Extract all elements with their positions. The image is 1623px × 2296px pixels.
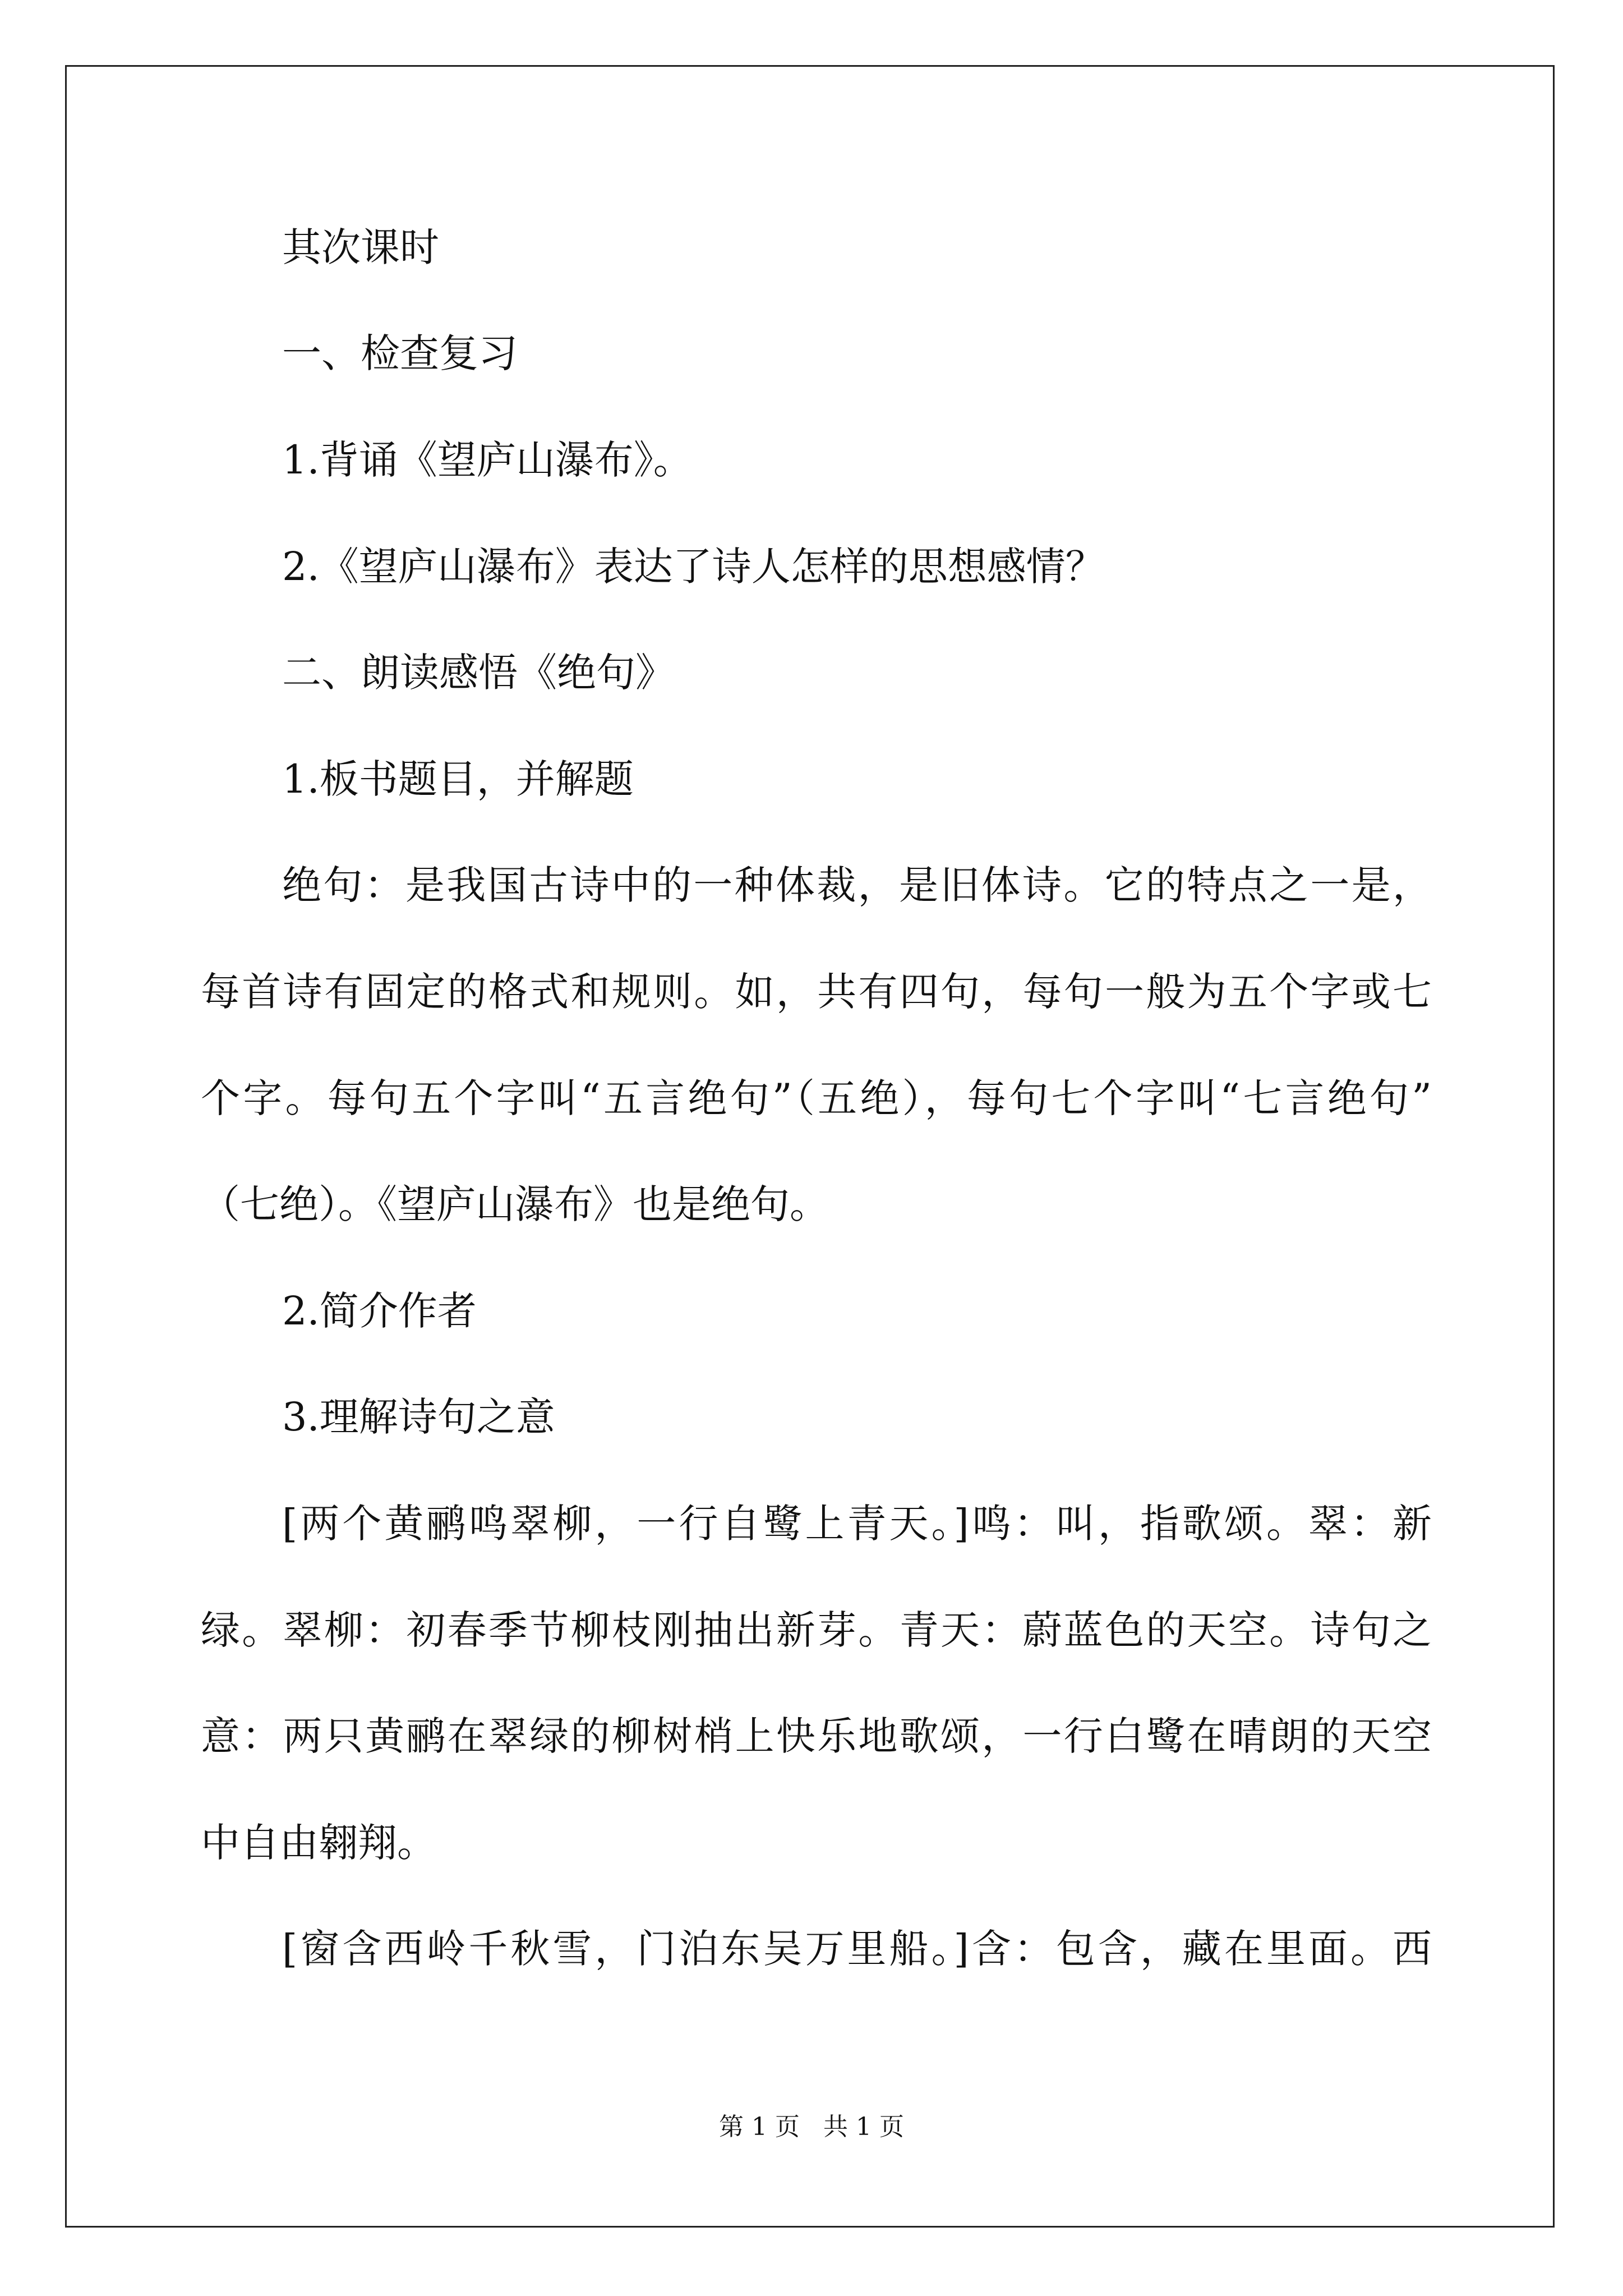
paragraph-line: [窗含西岭千秋雪，门泊东吴万里船。]含：包含，藏在里面。西: [282, 1926, 1432, 1972]
page-number: 第 1 页 共 1 页: [719, 2113, 904, 2141]
paragraph-line: 意：两只黄鹂在翠绿的柳树梢上快乐地歌颂，一行白鹭在晴朗的天空: [201, 1713, 1432, 1759]
paragraph-line: 中自由翱翔。: [201, 1820, 436, 1866]
paragraph-line: 每首诗有固定的格式和规则。如，共有四句，每句一般为五个字或七: [201, 969, 1432, 1015]
paragraph-line: [两个黄鹂鸣翠柳，一行自鹭上青天。]鸣：叫，指歌颂。翠：新: [282, 1501, 1432, 1547]
list-item: 3.理解诗句之意: [282, 1394, 555, 1440]
list-item: 2.《望庐山瀑布》表达了诗人怎样的思想感情？: [282, 544, 1105, 590]
list-item: 1.板书题目，并解题: [282, 756, 634, 802]
lesson-heading: 其次课时: [282, 224, 439, 270]
paragraph-line: 绝句：是我国古诗中的一种体裁，是旧体诗。它的特点之一是，: [282, 862, 1432, 908]
section-heading-reading: 二、朗读感悟《绝句》: [282, 650, 675, 696]
paragraph-line: 绿。翠柳：初春季节柳枝刚抽出新芽。青天：蔚蓝色的天空。诗句之: [201, 1607, 1432, 1653]
list-item: 2.简介作者: [282, 1288, 477, 1334]
paragraph-line: （七绝）。《望庐山瀑布》也是绝句。: [201, 1181, 829, 1227]
paragraph-line: 个字。每句五个字叫“五言绝句”（五绝），每句七个字叫“七言绝句”: [201, 1075, 1432, 1121]
page-border: [65, 65, 1555, 2228]
list-item: 1.背诵《望庐山瀑布》。: [282, 437, 693, 483]
section-heading-review: 一、检查复习: [282, 330, 518, 376]
